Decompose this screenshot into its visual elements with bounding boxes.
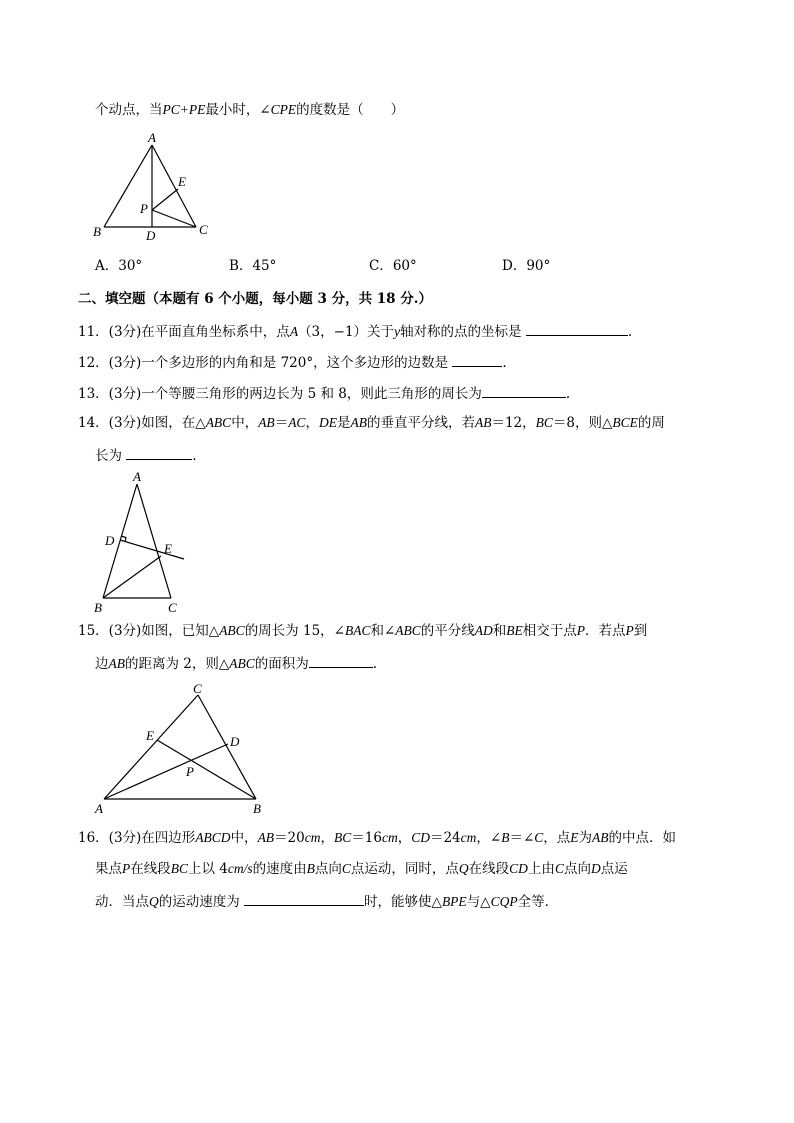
q16-text-20: 上由 xyxy=(527,861,555,877)
q16-triangle-cqp: CQP xyxy=(490,894,518,909)
q14-label-b: B xyxy=(94,600,102,615)
q16-text-24: 的运动速度为 xyxy=(158,894,240,910)
q14-text-7: 的周 xyxy=(637,415,665,431)
q10-label-p: P xyxy=(140,201,148,216)
q16-c: C xyxy=(341,861,351,876)
q14-text-2: 中， xyxy=(231,415,259,431)
q14-text-6: ＝8，则△ xyxy=(552,415,613,431)
q15-label-p: P xyxy=(186,764,194,779)
q12-text: 12．(3分)一个多边形的内角和是 720°，这个多边形的边数是 xyxy=(78,355,449,371)
q15-text-4: 的平分线 xyxy=(420,623,475,639)
q16-c-2: C xyxy=(554,861,564,876)
q16-text-12: 的中点．如 xyxy=(608,830,677,846)
q16-text-19: 在线段 xyxy=(468,861,510,877)
q10-expr-pcpe: PC+PE xyxy=(162,102,206,117)
q16-text-23: 动．当点 xyxy=(95,894,149,910)
q14-text: 14．(3分)如图，在△ xyxy=(78,415,206,431)
q10-option-b: B．45° xyxy=(229,258,277,274)
q11-text-3: 轴对称的点的坐标是 xyxy=(400,324,522,340)
q16-text-2: 中， xyxy=(230,830,258,846)
q16-text-26: 与△ xyxy=(466,894,491,910)
q16-line-1 xyxy=(78,829,676,847)
q11-end: . xyxy=(627,324,633,340)
q15-text-5: 和 xyxy=(492,623,507,639)
q16-text-17: 点向 xyxy=(314,861,342,877)
q13-end: . xyxy=(565,386,571,402)
q14-triangle-abc: ABC xyxy=(205,415,232,430)
q14-bc: BC xyxy=(535,415,553,430)
q16-answer-blank[interactable] xyxy=(244,891,364,906)
q10-label-a: A xyxy=(148,130,156,145)
q15-text-2: 的周长为 15，∠ xyxy=(244,623,345,639)
q15-label-c: C xyxy=(193,681,202,696)
q16-p: P xyxy=(122,861,131,876)
q12-end: . xyxy=(502,355,507,371)
q15-text-11: 的面积为 xyxy=(254,656,309,672)
q16-ab: AB xyxy=(257,830,275,845)
q11-axis-y: y xyxy=(394,324,401,339)
q16-text-10: ，点 xyxy=(543,830,571,846)
q15-label-a: A xyxy=(95,801,103,816)
q16-q: Q xyxy=(458,861,469,876)
q16-text-22: 点运 xyxy=(600,861,628,877)
q15-p: P xyxy=(576,623,586,638)
q10-label-c: C xyxy=(199,222,208,237)
q15-label-d: D xyxy=(230,734,240,749)
q14-comma: ， xyxy=(305,415,319,431)
q14-de: DE xyxy=(318,415,337,430)
q10-label-b: B xyxy=(93,224,101,239)
section-2-title: 二、填空题（本题有 6 个小题，每小题 3 分，共 18 分.） xyxy=(78,291,432,307)
q10-stem-text: 个动点，当 xyxy=(95,102,163,118)
q13-text: 13．(3分)一个等腰三角形的两边长为 5 和 8，则此三角形的周长为 xyxy=(78,386,482,402)
q15-text-10: 的距离为 2，则△ xyxy=(125,656,230,672)
q15-be: BE xyxy=(506,623,523,638)
q10-stem-text-2: 最小时，∠ xyxy=(205,102,271,118)
q10-option-c: C．60° xyxy=(369,258,417,274)
q16-text-6: ， xyxy=(397,830,412,846)
q16-q-2: Q xyxy=(149,894,159,909)
q15-label-e: E xyxy=(146,728,154,743)
q16-text-18: 点运动，同时，点 xyxy=(350,861,459,877)
q16-cd-2: CD xyxy=(509,861,528,876)
q16-text-4: ， xyxy=(320,830,334,846)
q16-line-2 xyxy=(95,860,628,878)
q15-angle-bac: BAC xyxy=(344,623,371,638)
q15-text: 15．(3分)如图，已知△ xyxy=(78,623,220,639)
q16-line-3 xyxy=(95,891,558,911)
q16-text-15: 上以 4 xyxy=(188,861,228,877)
q14-ab-2: AB xyxy=(350,415,367,430)
q10-stem-text-3: 的度数是（ ） xyxy=(296,102,405,118)
q14-label-a: A xyxy=(133,469,141,484)
q16-text-11: 为 xyxy=(578,830,593,846)
q16-d: D xyxy=(590,861,601,876)
q16-unit-cm: cm xyxy=(304,830,321,845)
q15-p-2: P xyxy=(625,623,634,638)
q15-text-3: 和∠ xyxy=(370,623,396,639)
q14-text-3: 是 xyxy=(336,415,351,431)
q15-triangle-abc-2: ABC xyxy=(229,656,255,671)
q15-label-b: B xyxy=(253,801,261,816)
q16-angle-b: B xyxy=(501,830,510,845)
q16-ab-2: AB xyxy=(592,830,609,845)
q16-unit-speed: cm/s xyxy=(227,861,253,876)
q16-cd: CD xyxy=(411,830,430,845)
q15-ab: AB xyxy=(108,656,125,671)
q16-b: B xyxy=(306,861,315,876)
q16-triangle-bpe: BPE xyxy=(441,894,467,909)
q15-angle-abc: ABC xyxy=(395,623,421,638)
q16-quad-abcd: ABCD xyxy=(195,830,231,845)
q16-unit-cm-2: cm xyxy=(381,830,398,845)
q16-text-14: 在线段 xyxy=(130,861,171,877)
q10-label-e: E xyxy=(178,174,186,189)
q16-e: E xyxy=(570,830,579,845)
q16-text-5: ＝16 xyxy=(351,830,382,846)
q10-option-d: D．90° xyxy=(502,258,551,274)
q16-text-9: ＝∠ xyxy=(509,830,535,846)
q14-ab: AB xyxy=(258,415,275,430)
q14-label-c: C xyxy=(168,600,177,615)
q16-text: 16．(3分)在四边形 xyxy=(78,830,196,846)
q16-text-8: ，∠ xyxy=(476,830,502,846)
q15-ad: AD xyxy=(474,623,493,638)
q14-triangle-bce: BCE xyxy=(612,415,638,430)
q15-end: . xyxy=(372,656,378,672)
q14-text-8: 长为 xyxy=(95,448,122,464)
q16-text-3: ＝20 xyxy=(274,830,305,846)
q11-text: 11．(3分)在平面直角坐标系中，点 xyxy=(78,324,290,340)
q14-end: . xyxy=(192,448,197,464)
q14-ab-3: AB xyxy=(474,415,492,430)
q16-angle-c: C xyxy=(534,830,544,845)
q11-text-2: （3，−1）关于 xyxy=(298,324,395,340)
q14-text-5: ＝12， xyxy=(491,415,536,431)
q16-text-27: 全等． xyxy=(517,894,559,910)
q16-text-7: ＝24 xyxy=(429,830,461,846)
q10-angle-cpe: CPE xyxy=(270,102,297,117)
q15-text-6: 相交于点 xyxy=(522,623,577,639)
q14-text-4: 的垂直平分线，若 xyxy=(366,415,475,431)
q14-label-d: D xyxy=(105,533,115,548)
q10-label-d: D xyxy=(146,228,156,243)
q15-text-8: 到 xyxy=(633,623,648,639)
q14-eq: ＝ xyxy=(274,415,289,431)
q14-ac: AC xyxy=(288,415,306,430)
q14-label-e: E xyxy=(164,541,172,556)
q16-unit-cm-3: cm xyxy=(460,830,477,845)
q16-text-21: 点向 xyxy=(563,861,591,877)
q10-option-a: A．30° xyxy=(95,258,143,274)
q16-text-16: 的速度由 xyxy=(252,861,307,877)
q16-bc-2: BC xyxy=(170,861,189,876)
q16-text-13: 果点 xyxy=(95,861,122,877)
q16-bc: BC xyxy=(334,830,352,845)
q15-text-9: 边 xyxy=(95,656,109,672)
q15-text-7: ．若点 xyxy=(585,623,626,639)
q15-triangle-abc: ABC xyxy=(219,623,245,638)
q11-point-a: A xyxy=(289,324,299,339)
q16-text-25: 时，能够使△ xyxy=(364,894,442,910)
